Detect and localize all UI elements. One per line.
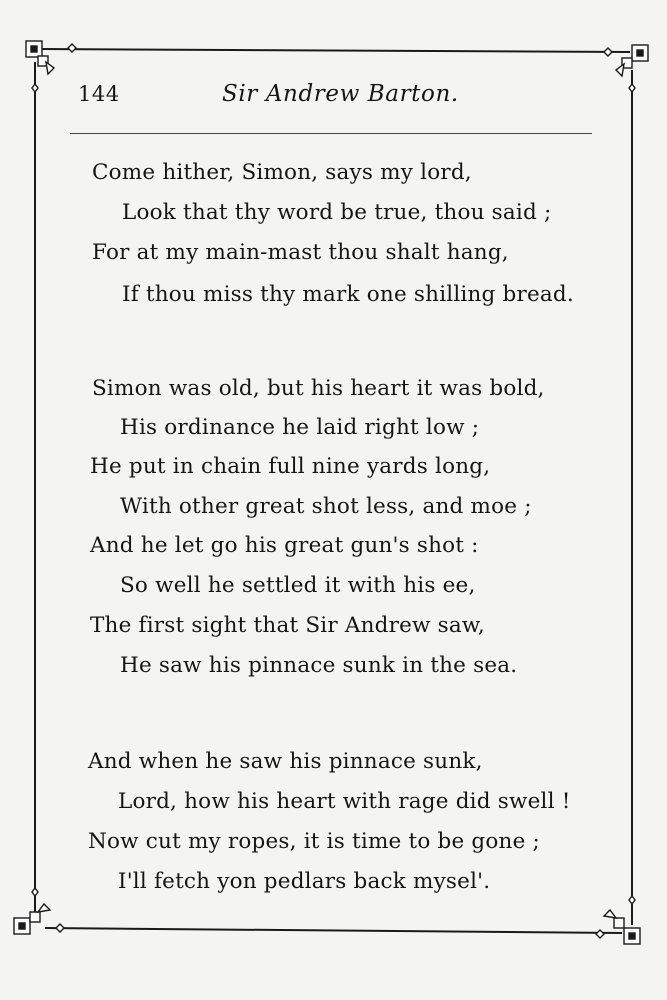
running-head: Sir Andrew Barton. (222, 81, 459, 107)
verse-line: Look that thy word be true, thou said ; (122, 200, 552, 225)
verse-line: His ordinance he laid right low ; (120, 415, 480, 440)
verse-line: Lord, how his heart with rage did swell ! (118, 789, 571, 814)
verse-line: The first sight that Sir Andrew saw, (90, 613, 485, 638)
verse-line: So well he settled it with his ee, (120, 573, 476, 598)
verse-line: For at my main-mast thou shalt hang, (92, 240, 509, 265)
verse-line: Now cut my ropes, it is time to be gone ; (88, 829, 540, 854)
verse-line: He put in chain full nine yards long, (90, 454, 491, 479)
verse-line: Simon was old, but his heart it was bold, (92, 376, 545, 401)
corner-ornament-bottom-left (14, 888, 64, 934)
verse-line: With other great shot less, and moe ; (120, 494, 532, 519)
verse-line: And he let go his great gun's shot : (90, 533, 479, 558)
header-rule (70, 133, 592, 134)
verse-line: If thou miss thy mark one shilling bread. (122, 282, 574, 307)
corner-ornament-bottom-right (596, 896, 640, 944)
verse-line: Come hither, Simon, says my lord, (92, 160, 472, 185)
page-number: 144 (78, 82, 120, 106)
verse-line: He saw his pinnace sunk in the sea. (120, 653, 518, 678)
verse-line: I'll fetch yon pedlars back mysel'. (118, 869, 491, 894)
verse-line: And when he saw his pinnace sunk, (88, 749, 483, 774)
